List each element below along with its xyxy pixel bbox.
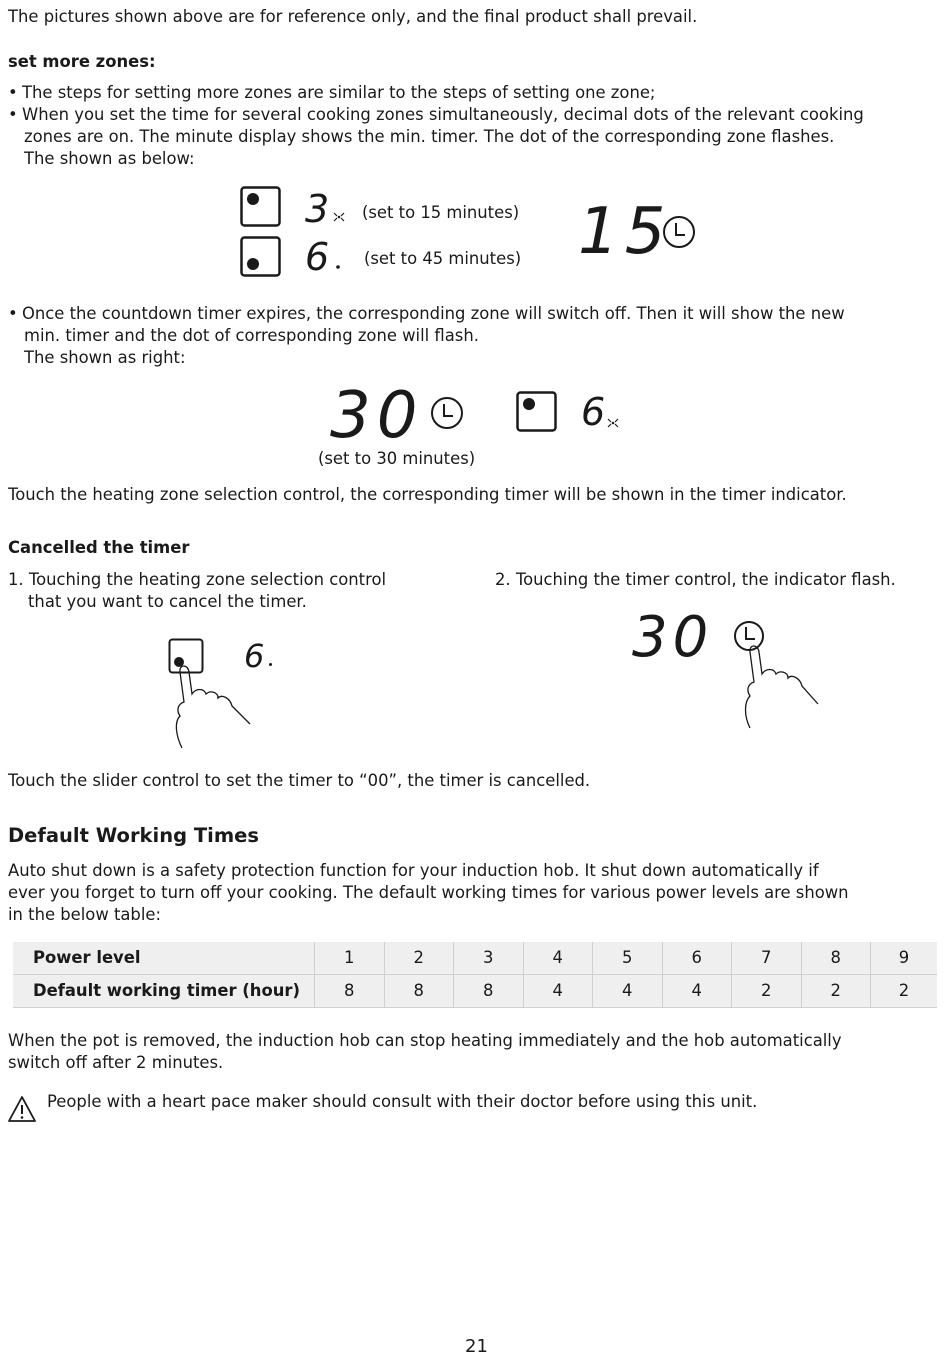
- table-cell: 2: [801, 975, 871, 1008]
- pointing-hand-icon: [170, 652, 260, 752]
- slider-cancel-note: Touch the slider control to set the timer to “00”, the timer is cancelled.: [8, 771, 591, 790]
- more-zones-bullet-3-cont-2: The shown as right:: [24, 348, 186, 367]
- table-cell: 8: [801, 942, 871, 975]
- timer-display-30-small: 30: [632, 605, 714, 670]
- table-cell: 2: [384, 942, 454, 975]
- pot-removed-note: When the pot is removed, the induction hob can stop heating immediately and the hob automatically: [8, 1031, 842, 1050]
- table-cell: 6: [662, 942, 732, 975]
- more-zones-bullet-3-cont: min. timer and the dot of corresponding zone will flash.: [24, 326, 479, 345]
- warning-triangle-icon: [7, 1095, 37, 1123]
- timer-display-15: 15: [578, 195, 672, 269]
- table-cell: 2: [871, 975, 938, 1008]
- default-times-table: [13, 942, 937, 1008]
- more-zones-bullet-2: • When you set the time for several cooking zones simultaneously, decimal dots of the relevant cooking: [22, 104, 864, 126]
- reference-note: The pictures shown above are for reference only, and the final product shall prevail.: [8, 7, 698, 26]
- more-zones-bullet-1: • The steps for setting more zones are similar to the steps of setting one zone;: [22, 82, 655, 104]
- table-cell: 4: [593, 975, 663, 1008]
- default-times-heading: Default Working Times: [8, 824, 259, 847]
- table-cell: 3: [454, 942, 524, 975]
- flashing-dot-icon: [332, 211, 346, 223]
- decimal-dot-icon: [268, 662, 273, 667]
- default-times-paragraph: Auto shut down is a safety protection function for your induction hob. It shut down automatically if: [8, 861, 819, 880]
- zone-digit: 6: [581, 390, 606, 434]
- more-zones-bullet-2-cont-2: The shown as below:: [24, 149, 195, 168]
- table-cell: 8: [315, 975, 385, 1008]
- table-cell: 4: [662, 975, 732, 1008]
- table-cell: 7: [732, 942, 802, 975]
- default-times-paragraph-cont-2: in the below table:: [8, 905, 161, 924]
- table-cell: 8: [384, 975, 454, 1008]
- default-times-paragraph-cont: ever you forget to turn off your cooking. The default working times for various power levels are shown: [8, 883, 849, 902]
- pointing-hand-icon: [738, 640, 828, 735]
- pot-removed-note-cont: switch off after 2 minutes.: [8, 1053, 224, 1072]
- cancel-step-1-cont: that you want to cancel the timer.: [28, 592, 307, 611]
- more-zones-bullet-2-cont: zones are on. The minute display shows the min. timer. The dot of the corresponding zone flashes.: [24, 127, 835, 146]
- flashing-dot-icon: [606, 417, 620, 429]
- zone-1-label: (set to 15 minutes): [362, 203, 520, 222]
- zone-2-label: (set to 45 minutes): [364, 249, 522, 268]
- zone-button-top-left-dot: [240, 186, 282, 228]
- table-cell: 4: [523, 942, 593, 975]
- clock-icon: [662, 215, 696, 249]
- table-cell: 2: [732, 975, 802, 1008]
- zone-button-top-left-dot: [516, 391, 558, 433]
- cancel-heading: Cancelled the timer: [8, 538, 190, 557]
- zone-2-digit: 6: [305, 235, 330, 279]
- zone-digit-small: 6: [244, 637, 265, 675]
- touch-zone-note: Touch the heating zone selection control, the corresponding timer will be shown in the timer indicator.: [8, 485, 847, 504]
- table-cell: 5: [593, 942, 663, 975]
- table-cell: 9: [871, 942, 938, 975]
- clock-icon: [430, 396, 464, 430]
- more-zones-bullet-3: • Once the countdown timer expires, the corresponding zone will switch off. Then it will show the new: [22, 303, 845, 325]
- page-number: 21: [465, 1336, 488, 1357]
- table-cell: 1: [315, 942, 385, 975]
- decimal-dot-icon: [335, 264, 341, 270]
- fig2-label: (set to 30 minutes): [318, 449, 476, 468]
- cancel-step-2: 2. Touching the timer control, the indicator flash.: [495, 570, 896, 589]
- zone-1-digit: 3: [305, 187, 330, 231]
- zone-button-bottom-left-dot: [240, 236, 282, 278]
- more-zones-heading: set more zones:: [8, 52, 156, 71]
- timer-display-30: 30: [330, 379, 424, 453]
- row-header-power-level: Power level: [13, 942, 315, 975]
- table-cell: 8: [454, 975, 524, 1008]
- table-row: [13, 975, 937, 1008]
- table-cell: 4: [523, 975, 593, 1008]
- table-row: [13, 942, 937, 975]
- cancel-step-1: 1. Touching the heating zone selection control: [8, 570, 387, 589]
- pacemaker-warning: People with a heart pace maker should consult with their doctor before using this unit.: [47, 1092, 758, 1111]
- row-header-default-timer: Default working timer (hour): [13, 975, 315, 1008]
